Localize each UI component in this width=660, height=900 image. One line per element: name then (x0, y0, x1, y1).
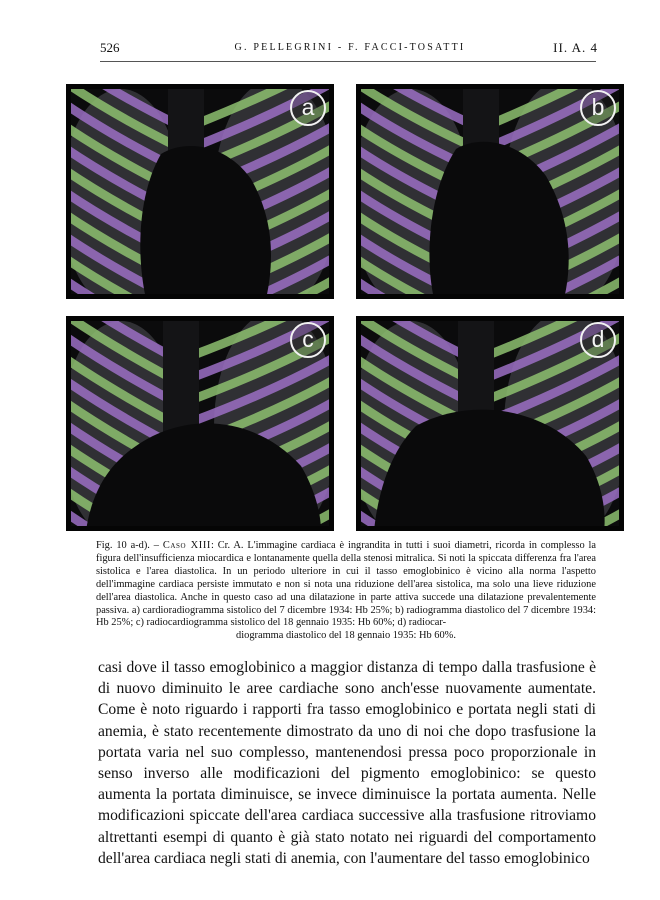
body-paragraph: casi dove il tasso emoglobinico a maggior distanza di tempo dalla trasfusione è di nuovo diminuito le aree cardiache sono anch'esse nuovamente aumentate. Come è noto riguardo i rapporti fra tasso emoglobinico e portata negli stati di anemia, è stato recentemente dimostrato da uno di noi che dopo trasfusione la portata varia nel suo complesso, mantenendosi pressa poco proporzionale in senso inverso alle modificazioni del pigmento emoglobinico: se questo aumenta la portata diminuisce, se invece diminuisce la portata aumenta. Nelle modificazioni spiccate dell'area cardiaca successive alla trasfusione ritroviamo altrettanti esempi di quanto è già stato notato nei riguardi del comportamento dell'area cardiaca negli stati di anemia, con l'aumentare del tasso emoglobinico (98, 659, 596, 867)
xray-panel-d (356, 316, 624, 531)
caption-panels: a) cardioradiogramma sistolico del 7 dicembre 1934: Hb 25%; b) radiogramma diastolico del 7 dicembre 1934: Hb 25%; c) radiocardiogramma sistolico del 18 gennaio 1935: Hb 60%; d) radiocar- (96, 604, 596, 629)
figure-caption (96, 540, 596, 643)
panel-label-d: d (580, 322, 616, 358)
caption-fig-label: Fig. 10 a-d). (96, 540, 150, 551)
header-rule (100, 61, 596, 62)
panel-label-b: b (580, 90, 616, 126)
xray-panel-a (66, 84, 334, 299)
panel-label-a: a (290, 90, 326, 126)
caption-case-label: Caso XIII (162, 540, 211, 551)
page-number: 526 (100, 40, 120, 55)
body-text (98, 657, 596, 869)
xray-panel-b (356, 84, 624, 299)
panel-label-c: c (290, 322, 326, 358)
caption-dash: – (149, 540, 163, 551)
page-header (100, 40, 600, 60)
running-head: G. PELLEGRINI - F. FACCI-TOSATTI (234, 42, 466, 53)
section-code: II. A. 4 (553, 40, 598, 55)
xray-panel-c (66, 316, 334, 531)
caption-panels-end: diogramma diastolico del 18 gennaio 1935: Hb 60%. (236, 630, 456, 642)
caption-text: : Cr. A. L'immagine cardiaca è ingrandita in tutti i suoi diametri, ricorda in complesso la figura dell'insufficienza miocardica e lontanamente quella della stenosi mitralica. Si noti la spiccata differenza fra l'area sistolica e l'area diastolica. In un periodo ulteriore in cui il tasso emoglobinico è vicino alla norma l'aspetto dell'immagine cardiaca persiste immutato e non si nota una riduzione dell'area sistolica, ma solo una lieve riduzione dell'area diastolica. Anche in questo caso ad una dilatazione in parte attiva succede una dilatazione prevalentemente passiva. (96, 540, 597, 616)
